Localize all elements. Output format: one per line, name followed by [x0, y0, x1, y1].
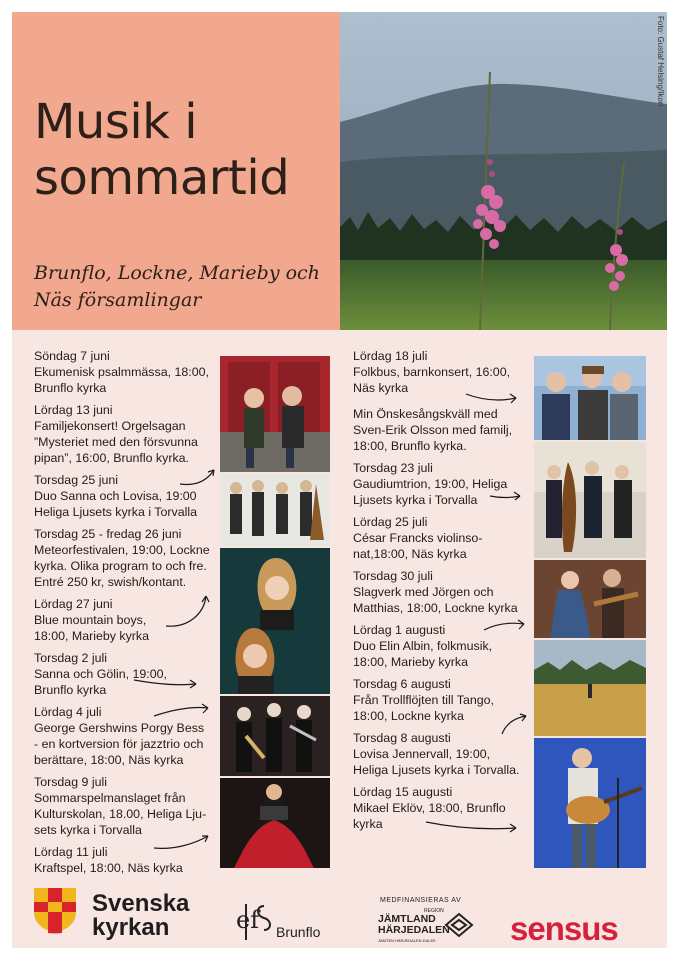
event-details: Ekumenisk psalmmässa, 18:00, Brunflo kyrka [34, 365, 209, 395]
photo-credit: Foto: Gustaf Helsing/Ikon [656, 16, 665, 107]
event-date: Torsdag 2 juli [34, 651, 108, 665]
arrow-icon [424, 816, 520, 836]
poster [12, 12, 667, 948]
hero-panel [12, 12, 340, 330]
event-details: Meteorfestivalen, 19:00, Lockne kyrka. Olika program to och fre. Entré 250 kr, swish/kontant. [34, 543, 210, 589]
event-details: Sommarspelmanslaget från Kulturskolan, 18.00, Heliga Lju- sets kyrka i Torvalla [34, 791, 207, 837]
svenska-kyrkan-logo-text: Svenska kyrkan [92, 890, 190, 941]
event-details: Duo Sanna och Lovisa, 19:00 Heliga Ljusets kyrka i Torvalla [34, 489, 197, 519]
event-details: Familjekonsert! Orgelsagan ”Mysteriet med den försvunna pipan”, 16:00, Brunflo kyrka. [34, 419, 198, 465]
event-item [34, 704, 244, 768]
event-date: Lördag 4 juli [34, 705, 102, 719]
photo-mikael-eklov [534, 738, 646, 868]
event-details: George Gershwins Porgy Bess - en kortversion för jazztrio och berättare, 18:00, Näs kyrka [34, 721, 205, 767]
region-diamond-icon [444, 912, 474, 938]
arrow-icon [464, 388, 520, 406]
event-details: Sanna och Gölin, 19:00, Brunflo kyrka [34, 667, 167, 697]
event-item [34, 596, 244, 644]
event-date: Lördag 15 augusti [353, 785, 453, 799]
landscape-illustration [340, 12, 667, 330]
event-details: Gaudiumtrion, 19:00, Heliga Ljusets kyrka i Torvalla [353, 477, 508, 507]
photo-duo-elin-albin [534, 560, 646, 638]
page-subtitle: Brunflo, Lockne, Marieby och Näs församlingar [34, 262, 320, 311]
photo-trollflojten-tango [534, 640, 646, 736]
event-date: Torsdag 9 juli [34, 775, 108, 789]
event-item [34, 774, 244, 838]
sensus-logo: sensus [510, 910, 618, 947]
event-item [34, 526, 244, 590]
event-details: Blue mountain boys, 18:00, Marieby kyrka [34, 613, 150, 643]
efs-brunflo-text: Brunflo [276, 924, 321, 940]
event-details: Slagverk med Jörgen och Matthias, 18:00, Lockne kyrka [353, 585, 518, 615]
event-item [34, 348, 244, 396]
photo-gaudiumtrion [534, 442, 646, 558]
arrow-icon [482, 616, 528, 636]
event-date: Lördag 27 juni [34, 597, 113, 611]
event-item [353, 406, 539, 454]
event-details: Mikael Eklöv, 18:00, Brunflo kyrka [353, 801, 506, 831]
event-date: Torsdag 8 augusti [353, 731, 451, 745]
arrow-icon [132, 672, 202, 692]
region-label: REGION [424, 908, 444, 914]
event-details: Lovisa Jennervall, 19:00, Heliga Ljusets kyrka i Torvalla. [353, 747, 520, 777]
svg-text:ef: ef [236, 906, 260, 934]
medfinansieras-label: MEDFINANSIERAS AV [380, 897, 462, 904]
event-date: Torsdag 25 - fredag 26 juni [34, 527, 182, 541]
event-date: Lördag 13 juni [34, 403, 113, 417]
arrow-icon [152, 702, 212, 722]
region-tagline: JÄMTEN HÄRJEDALEN DALEE [378, 938, 436, 943]
event-item [353, 568, 539, 616]
arrow-icon [488, 488, 524, 502]
event-date: Torsdag 25 juni [34, 473, 119, 487]
event-item [353, 730, 539, 778]
arrow-icon [152, 830, 212, 854]
event-details: Från Trollflöjten till Tango, 18:00, Lockne kyrka [353, 693, 494, 723]
event-details: Kraftspel, 18:00, Näs kyrka [34, 861, 183, 875]
efs-logo-icon [234, 898, 278, 942]
photo-sven-erik-olsson-family [534, 356, 646, 440]
photo-sanna-golin [220, 548, 330, 694]
page-title: Musik i sommartid [34, 94, 290, 206]
arrow-icon [178, 464, 218, 488]
photo-duo-sanna-lovisa [220, 356, 330, 472]
event-date: Lördag 11 juli [34, 845, 108, 859]
photo-sommarspelmanslaget [220, 778, 330, 868]
event-date: Torsdag 23 juli [353, 461, 433, 475]
event-date: Söndag 7 juni [34, 349, 110, 363]
event-details: Min Önskesångskväll med Sven-Erik Olsson med familj, 18:00, Brunflo kyrka. [353, 407, 513, 453]
arrow-icon [500, 712, 530, 736]
event-date: Lördag 1 augusti [353, 623, 446, 637]
hero-photo [340, 12, 667, 330]
events-left-column [34, 348, 244, 882]
event-item [34, 402, 244, 466]
event-details: César Francks violinso- nat,18:00, Näs kyrka [353, 531, 483, 561]
photo-blue-mountain-boys [220, 474, 330, 546]
event-date: Torsdag 30 juli [353, 569, 433, 583]
arrow-icon [162, 592, 212, 632]
svenska-kyrkan-shield-icon [32, 886, 78, 934]
footer-logos [12, 862, 667, 948]
events-right-column [353, 348, 539, 838]
event-item [353, 514, 539, 562]
photo-porgy-bess [220, 696, 330, 776]
event-date: Torsdag 6 augusti [353, 677, 451, 691]
event-date: Lördag 18 juli [353, 349, 428, 363]
event-details: Folkbus, barnkonsert, 16:00, Näs kyrka [353, 365, 511, 395]
event-details: Duo Elin Albin, folkmusik, 18:00, Marieby kyrka [353, 639, 493, 669]
region-name: JÄMTLAND HÄRJEDALEN [378, 913, 450, 936]
event-date: Lördag 25 juli [353, 515, 428, 529]
